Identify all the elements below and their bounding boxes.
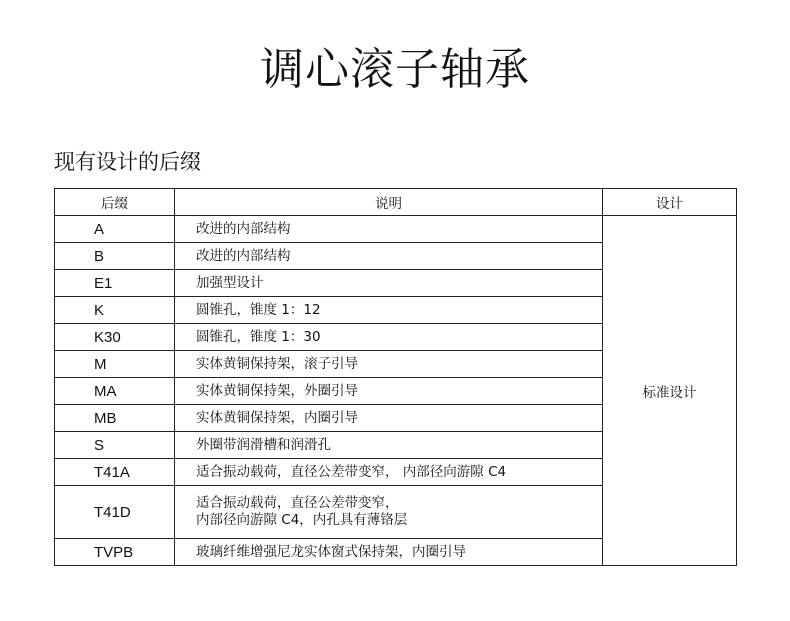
description-cell (175, 216, 603, 243)
suffix-cell: E1 (55, 270, 175, 297)
description-cell (175, 486, 603, 539)
description-cell (175, 351, 603, 378)
description-line: 外圈带润滑槽和润滑孔 (196, 436, 331, 453)
description-cell (175, 405, 603, 432)
description-cell (175, 459, 603, 486)
description-cell (175, 432, 603, 459)
suffix-cell: MA (55, 378, 175, 405)
suffix-cell: S (55, 432, 175, 459)
suffix-cell: MB (55, 405, 175, 432)
description-line: 圆锥孔，锥度 1：12 (196, 301, 321, 318)
page-title: 调心滚子轴承 (260, 44, 530, 95)
suffix-cell: M (55, 351, 175, 378)
description-line: 玻璃纤维增强尼龙实体窗式保持架，内圈引导 (196, 543, 466, 560)
description-line: 内部径向游隙 C4，内孔具有薄铬层 (196, 512, 408, 528)
description-line: 实体黄铜保持架，外圈引导 (196, 382, 358, 399)
suffix-cell: TVPB (55, 539, 175, 566)
description-line: 实体黄铜保持架，内圈引导 (196, 409, 358, 426)
suffix-cell: K (55, 297, 175, 324)
description-line: 圆锥孔，锥度 1：30 (196, 328, 321, 345)
suffix-cell: T41D (55, 486, 175, 539)
header-suffix: 后缀 (55, 189, 175, 216)
header-design: 设计 (603, 189, 737, 216)
suffix-cell: B (55, 243, 175, 270)
description-line: 改进的内部结构 (196, 247, 291, 264)
suffix-cell: T41A (55, 459, 175, 486)
description-line: 适合振动载荷，直径公差带变窄， (196, 495, 399, 511)
suffix-cell: K30 (55, 324, 175, 351)
description-line: 加强型设计 (196, 274, 264, 291)
description-line: 改进的内部结构 (196, 220, 291, 237)
description-cell (175, 297, 603, 324)
design-cell: 标准设计 (603, 216, 737, 566)
description-cell (175, 539, 603, 566)
description-cell (175, 378, 603, 405)
suffix-table (54, 188, 737, 566)
description-cell (175, 270, 603, 297)
description-cell (175, 243, 603, 270)
table-header-row (55, 189, 737, 216)
description-line: 实体黄铜保持架，滚子引导 (196, 355, 358, 372)
description-line: 适合振动载荷，直径公差带变窄， 内部径向游隙 C4 (196, 463, 507, 480)
suffix-cell: A (55, 216, 175, 243)
table-row (55, 216, 737, 243)
description-cell (175, 324, 603, 351)
section-title: 现有设计的后缀 (54, 150, 201, 174)
header-description: 说明 (175, 189, 603, 216)
